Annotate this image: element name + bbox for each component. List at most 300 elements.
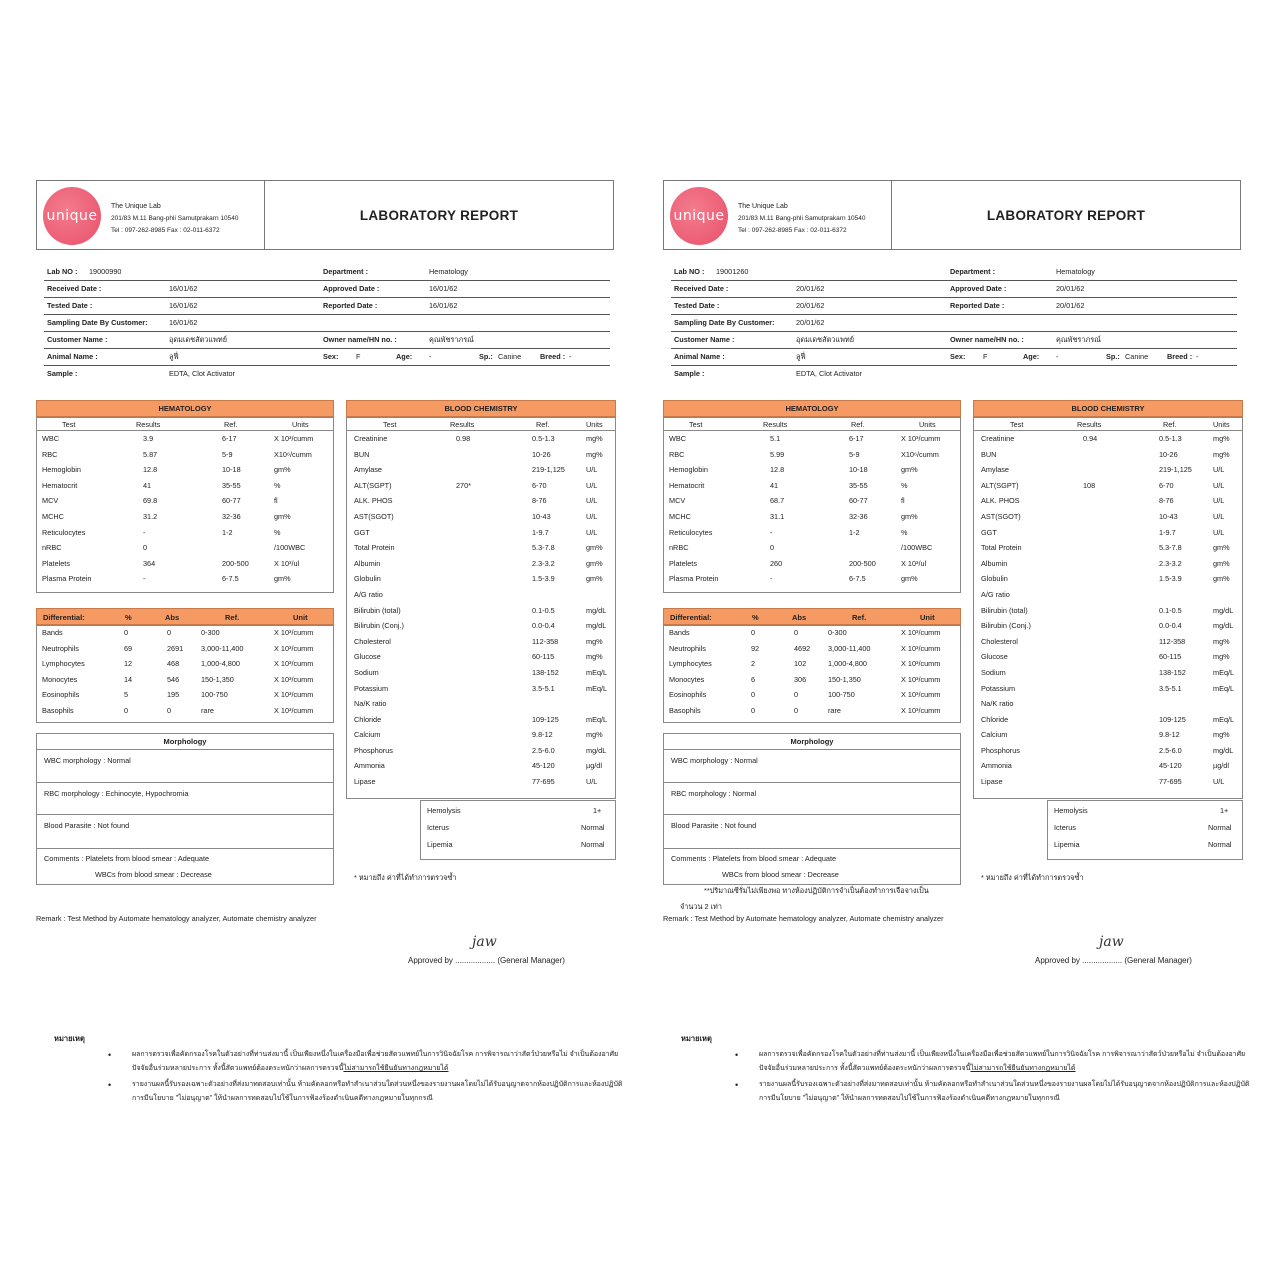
tested-date-label: Tested Date : [47,301,93,310]
chemistry-col-test: Test [1010,420,1024,429]
differential-row-name: Basophils [669,705,701,715]
age-value: - [429,352,432,361]
chemistry-row [973,431,1243,447]
chemistry-column-header [346,417,616,431]
chemistry-row-ref: 9.8-12 [532,730,553,740]
serum-index-test: Hemolysis [1054,806,1088,815]
chemistry-row-ref: 0.0-0.4 [532,621,555,631]
hematology-row-ref: 10-18 [222,465,241,475]
department-label: Department : [323,267,369,276]
owner-name-label: Owner name/HN no. : [323,335,397,344]
chemistry-row-ref: 2.3-3.2 [532,558,555,568]
sampling-date-label: Sampling Date By Customer: [674,318,775,327]
hematology-row-unit: fl [901,496,905,506]
chemistry-row-test: Ammonia [981,761,1012,771]
hematology-row-result: 5.87 [143,449,158,459]
chemistry-row-test: Potassium [981,683,1016,693]
chemistry-row-unit: mg% [1213,730,1230,740]
differential-row-name: Lymphocytes [42,659,85,669]
differential-row-pct: 0 [124,705,129,715]
chemistry-row [346,758,616,774]
chemistry-row-ref: 112-358 [532,636,559,646]
chemistry-row-ref: 0.0-0.4 [1159,621,1182,631]
chemistry-row [346,431,616,447]
chemistry-row-result: 0.94 [1083,434,1098,443]
lab-no-value: 19000990 [89,267,122,276]
hematology-title: HEMATOLOGY [663,400,961,417]
differential-row-ref: 3,000-11,400 [201,643,244,653]
chemistry-row-ref: 1.5-3.9 [1159,574,1182,584]
hematology-row-result: 31.1 [770,511,785,521]
hematology-row-ref: 6-17 [222,434,237,443]
chemistry-row-unit: mg/dL [586,745,607,755]
differential-row-unit: X 10³/cumm [901,674,941,684]
chemistry-row [973,447,1243,463]
info-row-sample [44,366,610,383]
chemistry-row-ref: 10-26 [1159,449,1178,459]
wbc-morphology [37,750,333,783]
hematology-row-ref: 60-77 [222,496,241,506]
differential-row-unit: X 10³/cumm [901,705,941,715]
hematology-row [663,571,961,587]
hematology-row [36,509,334,525]
note-emphasis: ไม่สามารถใช้ยืนยันทางกฎหมายได้ [343,1065,449,1072]
chemistry-row-ref: 0.5-1.3 [532,434,555,443]
chemistry-row-test: Na/K ratio [981,699,1014,709]
differential-col-unit: Unit [920,613,935,622]
lab-brand [664,181,892,249]
approved-by: Approved by .................. (General Manager) [408,956,565,965]
chemistry-row-unit: mEq/L [1213,714,1235,724]
differential-row-abs: 468 [167,659,180,669]
differential-col-name: Differential: [43,613,85,622]
differential-row-abs: 0 [167,628,172,637]
chemistry-row-ref: 10-43 [532,511,551,521]
differential-col-name: Differential: [670,613,712,622]
hematology-row [663,462,961,478]
serum-index-value: Normal [1208,823,1232,832]
differential-row [663,656,961,672]
report-header [663,180,1241,250]
differential-row-unit: X 10³/cumm [274,643,314,653]
chemistry-row [346,712,616,728]
hematology-row-ref: 35-55 [849,480,868,490]
text: Blood Parasite : Not found [44,821,130,830]
chemistry-col-units: Units [586,420,603,429]
chemistry-row-ref: 138-152 [1159,667,1186,677]
differential-row-pct: 0 [751,705,756,715]
chemistry-row [346,618,616,634]
customer-name-value: อุดมเดชสัตวแพทย์ [796,335,855,344]
species-value: Canine [498,352,522,361]
hematology-row-test: MCHC [669,511,691,521]
chemistry-row-ref: 9.8-12 [1159,730,1180,740]
chemistry-row-test: Glucose [981,652,1008,662]
chemistry-row-unit: mg% [586,449,603,459]
hematology-row-ref: 6-17 [849,434,864,443]
hematology-row [36,431,334,447]
comment-line: WBCs from blood smear : Decrease [95,870,212,879]
differential-row [663,625,961,641]
chemistry-row-ref: 109-125 [1159,714,1186,724]
hematology-row-ref: 5-9 [222,449,233,459]
chemistry-row-ref: 2.5-6.0 [1159,745,1182,755]
chemistry-row-test: Chloride [981,714,1009,724]
hematology-row-unit: % [901,527,908,537]
lab-no-label: Lab NO : [47,267,78,276]
chemistry-col-results: Results [1077,420,1102,429]
hematology-col-ref: Ref. [224,420,238,429]
differential-row-abs: 4692 [794,643,811,653]
chemistry-row-unit: U/L [1213,496,1225,506]
hematology-row [663,540,961,556]
info-row-received [671,281,1237,298]
differential-col-abs: Abs [792,613,807,622]
chemistry-row-unit: gm% [1213,543,1230,553]
hematology-row-result: - [770,527,773,537]
notes-title: หมายเหตุ [54,1034,85,1043]
chemistry-row [346,727,616,743]
chemistry-row-test: BUN [354,449,370,459]
chemistry-row-test: AST(SGOT) [354,511,394,521]
chemistry-table [973,417,1243,790]
differential-row-abs: 2691 [167,643,184,653]
chemistry-row [346,743,616,759]
hematology-panel [663,400,961,584]
hematology-row-unit: X 10³/ul [901,558,927,568]
differential-row-unit: X 10³/cumm [901,643,941,653]
signature: jaw [1099,934,1124,950]
chemistry-row-ref: 0.1-0.5 [1159,605,1182,615]
hematology-row-unit: X10⁶/cumm [901,449,939,459]
chemistry-row-ref: 10-26 [532,449,551,459]
differential-row-pct: 0 [751,628,756,637]
hematology-column-header [663,417,961,431]
chemistry-row-ref: 6-70 [532,480,547,490]
chemistry-row-ref: 8-76 [532,496,547,506]
info-row-tested [671,298,1237,315]
chemistry-row-test: Na/K ratio [354,699,387,709]
chemistry-row-result: 270* [456,480,472,490]
chemistry-row-test: Globulin [354,574,381,584]
chemistry-row [973,587,1243,603]
sex-value: F [356,352,361,361]
differential-row-abs: 306 [794,674,807,684]
sampling-date-label: Sampling Date By Customer: [47,318,148,327]
differential-col-ref: Ref. [852,613,867,622]
chemistry-row-test: Glucose [354,652,381,662]
lab-address: 201/83 M.11 Bang-phli Samutprakarn 10540 [111,215,239,222]
chemistry-row [973,509,1243,525]
hematology-row-unit: /100WBC [901,543,933,553]
received-date-label: Received Date : [674,284,729,293]
sex-label: Sex: [323,352,339,361]
hematology-row-ref: 32-36 [849,511,868,521]
differential-row-name: Bands [669,628,690,637]
hematology-row-result: - [143,574,146,584]
hematology-row-result: 364 [143,558,156,568]
chemistry-row-test: Cholesterol [981,636,1018,646]
chemistry-row-result: 0.98 [456,434,471,443]
chemistry-row [346,478,616,494]
unique-lab-logo [43,187,101,245]
differential-row-name: Eosinophils [42,690,80,700]
text: WBC morphology : Normal [671,756,758,765]
chemistry-row-unit: µg/dl [586,761,602,771]
chemistry-row-ref: 112-358 [1159,636,1186,646]
hematology-row-result: 41 [770,480,779,490]
info-row-sample [671,366,1237,383]
hematology-row-test: Platelets [42,558,70,568]
chemistry-row [346,665,616,681]
chemistry-row-ref: 2.3-3.2 [1159,558,1182,568]
customer-name-value: อุดมเดชสัตวแพทย์ [169,335,228,344]
sex-label: Sex: [950,352,966,361]
chemistry-row-unit: mg/dL [1213,745,1234,755]
differential-row-pct: 2 [751,659,756,669]
chemistry-row-unit: mg% [586,652,603,662]
chemistry-title: BLOOD CHEMISTRY [973,400,1243,417]
signature: jaw [472,934,497,950]
note-text: ผลการตรวจเพื่อคัดกรองโรคในตัวอย่างที่ท่านส่งมานี้ เป็นเพียงหนึ่งในเครื่องมือเพื่อช่วยสัตวแพทย์ในการวินิจฉัยโรค การพิจารณาว่าสัตว์ป่วยหรือไม่ จำเป็นต้องอาศัยปัจจัยอื่นร่วมหลายประการ ทั้งนี้สัตวแพทย์ต้องตระหนักว่าผลการตรวจนี้ [759,1051,1246,1072]
text: Blood Parasite : Not found [671,821,757,830]
hematology-row-ref: 6-7.5 [222,574,239,584]
chemistry-col-units: Units [1213,420,1230,429]
bullet-icon: • [735,1050,739,1060]
hematology-row-unit: % [274,480,281,490]
hematology-row-unit: /100WBC [274,543,306,553]
breed-label: Breed : [1167,352,1193,361]
chemistry-row-test: AST(SGOT) [981,511,1021,521]
chemistry-row [346,696,616,712]
patient-info [44,264,610,383]
chemistry-row-unit: gm% [1213,558,1230,568]
hematology-row [36,571,334,587]
hematology-row-unit: gm% [274,465,291,475]
differential-row-name: Neutrophils [42,643,79,653]
comment-line: Comments : Platelets from blood smear : Adequate [671,854,837,863]
chemistry-row-unit: U/L [1213,480,1225,490]
report-header [36,180,614,250]
serum-index-test: Icterus [1054,823,1076,832]
chemistry-row-ref: 2.5-6.0 [532,745,555,755]
chemistry-row-test: Bilirubin (Conj.) [354,621,404,631]
hematology-row-result: 5.1 [770,434,781,443]
chemistry-row [346,556,616,572]
chemistry-row-ref: 10-43 [1159,511,1178,521]
chemistry-row-ref: 77-695 [1159,777,1182,787]
chemistry-row-unit: U/L [586,480,598,490]
tested-date-label: Tested Date : [674,301,720,310]
chemistry-row-unit: mEq/L [586,667,608,677]
serum-index-value: 1+ [1220,806,1229,815]
notes-title: หมายเหตุ [681,1034,712,1043]
differential-row-unit: X 10³/cumm [901,690,941,700]
differential-row-abs: 195 [167,690,180,700]
chemistry-row-test: Bilirubin (total) [981,605,1028,615]
hematology-row [36,447,334,463]
chemistry-row [973,540,1243,556]
hematology-col-ref: Ref. [851,420,865,429]
differential-row-unit: X 10³/cumm [274,705,314,715]
serum-index-value: 1+ [593,806,602,815]
differential-col-abs: Abs [165,613,180,622]
hematology-row-ref: 1-2 [222,527,233,537]
chemistry-row-test: Phosphorus [354,745,393,755]
chemistry-table [346,417,616,790]
received-date-value: 16/01/62 [169,284,198,293]
text: unique [46,208,98,224]
hematology-row-test: RBC [669,449,685,459]
rbc-morphology [664,783,960,815]
hematology-row [663,556,961,572]
chemistry-row-unit: gm% [586,543,603,553]
chemistry-row [973,525,1243,541]
chemistry-row-unit: mEq/L [586,683,608,693]
chemistry-row-test: Creatinine [354,434,388,443]
approved-date-value: 20/01/62 [1056,284,1085,293]
chemistry-row-test: Sodium [354,667,379,677]
chemistry-row-test: ALK. PHOS [981,496,1020,506]
note-item [108,1048,632,1076]
hematology-row [663,447,961,463]
serum-index-box [1047,800,1243,860]
chemistry-col-results: Results [450,420,475,429]
chemistry-row-test: Calcium [981,730,1008,740]
chemistry-row-test: Total Protein [354,543,395,553]
laboratory-report-19000990 [36,180,623,1110]
chemistry-row-unit: mEq/L [1213,683,1235,693]
chemistry-col-ref: Ref. [536,420,550,429]
chemistry-row-unit: U/L [586,511,598,521]
hematology-row-unit: X 10³/ul [274,558,300,568]
remark: Remark : Test Method by Automate hematology analyzer, Automate chemistry analyzer [663,914,944,923]
chemistry-row-unit: mEq/L [586,714,608,724]
differential-row-unit: X 10³/cumm [274,690,314,700]
differential-row-ref: 100-750 [828,690,855,700]
hematology-row-unit: X 10³/cumm [274,434,314,443]
hematology-row-unit: gm% [901,465,918,475]
chemistry-title: BLOOD CHEMISTRY [346,400,616,417]
differential-panel [36,608,334,715]
chemistry-row [973,618,1243,634]
chemistry-row-unit: mg% [586,730,603,740]
chemistry-row-test: Calcium [354,730,381,740]
differential-row-pct: 14 [124,674,133,684]
differential-row-pct: 69 [124,643,133,653]
approved-by: Approved by .................. (General Manager) [1035,956,1192,965]
blood-parasite [664,815,960,849]
chemistry-row [973,712,1243,728]
hematology-row-result: 68.7 [770,496,785,506]
serum-index-test: Icterus [427,823,449,832]
differential-col-ref: Ref. [225,613,240,622]
chemistry-row-test: Phosphorus [981,745,1020,755]
hematology-row-ref: 35-55 [222,480,241,490]
chemistry-row [346,462,616,478]
chemistry-row-unit: mg% [1213,636,1230,646]
hematology-row-test: Hemoglobin [669,465,708,475]
chemistry-row-test: Potassium [354,683,389,693]
lab-contact [111,201,238,237]
animal-name-label: Animal Name : [674,352,725,361]
chemistry-row [973,665,1243,681]
differential-row [663,641,961,657]
chemistry-row-test: Creatinine [981,434,1015,443]
species-value: Canine [1125,352,1149,361]
hematology-row-ref: 6-7.5 [849,574,866,584]
approved-date-label: Approved Date : [950,284,1007,293]
chemistry-row-ref: 109-125 [532,714,559,724]
differential-row [36,641,334,657]
age-label: Age: [396,352,413,361]
chemistry-row-test: Lipase [981,777,1003,787]
approved-date-label: Approved Date : [323,284,380,293]
chemistry-row-unit: mg/dL [1213,605,1234,615]
differential-col-pct: % [125,613,132,622]
chemistry-row [973,758,1243,774]
chemistry-row [973,556,1243,572]
laboratory-report-19001260 [663,180,1250,1110]
hematology-row-result: 5.99 [770,449,785,459]
chemistry-row [346,774,616,790]
hematology-row-result: 0 [143,543,148,553]
department-value: Hematology [429,267,468,276]
hematology-row-ref: 32-36 [222,511,241,521]
bullet-icon: • [108,1050,112,1060]
hematology-row-test: MCV [669,496,686,506]
chemistry-row-unit: U/L [1213,511,1225,521]
chemistry-row-unit: gm% [1213,574,1230,584]
chemistry-row-ref: 138-152 [532,667,559,677]
info-row-lab-no [671,264,1237,281]
hematology-row [36,540,334,556]
chemistry-row-unit: mg% [1213,434,1230,443]
chemistry-row-ref: 8-76 [1159,496,1174,506]
sample-label: Sample : [47,369,78,378]
animal-name-value: ลูฟี่ [169,352,179,361]
blood-parasite [37,815,333,849]
owner-name-label: Owner name/HN no. : [950,335,1024,344]
chemistry-row-unit: mg% [1213,652,1230,662]
lab-no-label: Lab NO : [674,267,705,276]
chemistry-row-unit: mg/dL [586,621,607,631]
hematology-row [36,493,334,509]
differential-row-unit: X 10³/cumm [274,628,314,637]
reported-date-value: 16/01/62 [429,301,458,310]
chemistry-row-ref: 3.5-5.1 [1159,683,1182,693]
differential-row [663,703,961,719]
hematology-row [663,478,961,494]
differential-row-unit: X 10³/cumm [274,674,314,684]
chemistry-row [346,681,616,697]
received-date-value: 20/01/62 [796,284,825,293]
differential-row-name: Basophils [42,705,74,715]
info-row-lab-no [44,264,610,281]
differential-row-ref: 150-1,350 [201,674,234,684]
differential-row-ref: 150-1,350 [828,674,861,684]
differential-row-abs: 0 [794,690,799,700]
differential-table [36,625,334,719]
chemistry-row-unit: gm% [586,558,603,568]
hematology-row-test: nRBC [669,543,689,553]
hematology-row-result: 41 [143,480,152,490]
chemistry-row-ref: 0.5-1.3 [1159,434,1182,443]
hematology-row [36,478,334,494]
chemistry-row-unit: µg/dl [1213,761,1229,771]
chemistry-row-ref: 219-1,125 [1159,465,1192,475]
hematology-row [36,525,334,541]
